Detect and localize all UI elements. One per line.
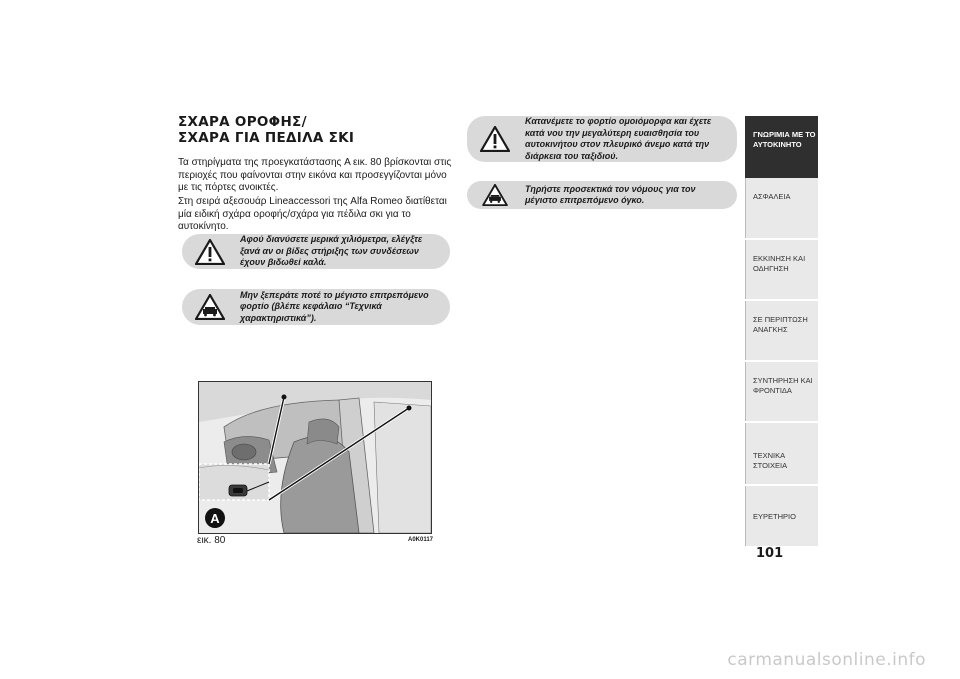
section-title-line2: ΣΧΑΡΑ ΓΙΑ ΠΕΔΙΛΑ ΣΚΙ (178, 130, 355, 146)
figure-roof-rack-mounts (198, 381, 432, 534)
nav-item-getting-to-know[interactable] (745, 116, 818, 178)
nav-label: ΕΚΚΙΝΗΣΗ ΚΑΙ ΟΔΗΓΗΣΗ (753, 254, 806, 273)
warning-box-distribute-load (467, 116, 737, 162)
car-interior-illustration (199, 382, 431, 533)
section-title-line1: ΣΧΑΡΑ ΟΡΟΦΗΣ/ (178, 114, 307, 130)
section-title (178, 114, 468, 146)
label-a: A (210, 511, 220, 526)
nav-label: ΕΥΡΕΤΗΡΙΟ (753, 512, 796, 521)
warning-triangle-icon (477, 126, 513, 152)
paragraph-mount-points: Τα στηρίγματα της προεγκατάστασης A εικ. 80 βρίσκονται στις περιοχές που φαίνονται στην εικόνα και προσεγγίζονται μόνο με τις πόρτες ανοικτές. (178, 157, 452, 193)
weight-limit-icon (192, 294, 228, 320)
nav-item-emergency[interactable] (745, 301, 818, 360)
warning-box-max-volume (467, 181, 737, 209)
warning-text: Μην ξεπεράτε ποτέ το μέγιστο επιτρεπόμενο φορτίο (βλέπε κεφάλαιο “Τεχνικά χαρακτηριστικά”). (240, 289, 429, 323)
warning-box-bolts (182, 234, 450, 269)
page-number: 101 (756, 546, 784, 561)
weight-limit-icon (477, 184, 513, 206)
paragraph-accessory: Στη σειρά αξεσουάρ Lineaccessori της Alfa Romeo διατίθεται μία ειδική σχάρα οροφής/σχάρα για πέδιλα σκι για το αυτοκίνητο. (178, 196, 447, 232)
nav-item-index[interactable] (745, 486, 818, 546)
nav-label: ΣΥΝΤΗΡΗΣΗ ΚΑΙ ΦΡΟΝΤΙΔΑ (753, 376, 813, 395)
nav-label: ΓΝΩΡΙΜΙΑ ΜΕ ΤΟ ΑΥΤΟΚΙΝΗΤΟ (753, 130, 816, 149)
warning-text: Κατανέμετε το φορτίο ομοιόμορφα και έχετε κατά νου την μεγαλύτερη ευαισθησία του αυτοκινήτου στον πλευρικό άνεμο κατά την διάρκεια του ταξιδιού. (525, 116, 712, 161)
warning-text: Τηρήστε προσεκτικά τον νόμους για τον μέγιστο επιτρεπόμενο όγκο. (525, 183, 696, 205)
nav-label: ΤΕΧΝΙΚΑ ΣΤΟΙΧΕΙΑ (753, 451, 788, 470)
nav-item-technical-data[interactable] (745, 423, 818, 484)
figure-code: A0K0117 (408, 537, 434, 543)
nav-item-maintenance[interactable] (745, 362, 818, 421)
warning-box-max-load (182, 289, 450, 325)
nav-label: ΑΣΦΑΛΕΙΑ (753, 192, 791, 201)
nav-item-safety[interactable] (745, 178, 818, 238)
watermark-text: carmanualsonline.info (727, 650, 926, 670)
warning-triangle-icon (192, 239, 228, 265)
nav-label: ΣΕ ΠΕΡΙΠΤΩΣΗ ΑΝΑΓΚΗΣ (753, 315, 808, 334)
figure-caption: εικ. 80 (197, 535, 226, 546)
nav-item-starting-driving[interactable] (745, 240, 818, 299)
warning-text: Αφού διανύσετε μερικά χιλιόμετρα, ελέγξτε ξανά αν οι βίδες στήριξης των συνδέσεων έχουν βιδωθεί καλά. (240, 234, 423, 268)
